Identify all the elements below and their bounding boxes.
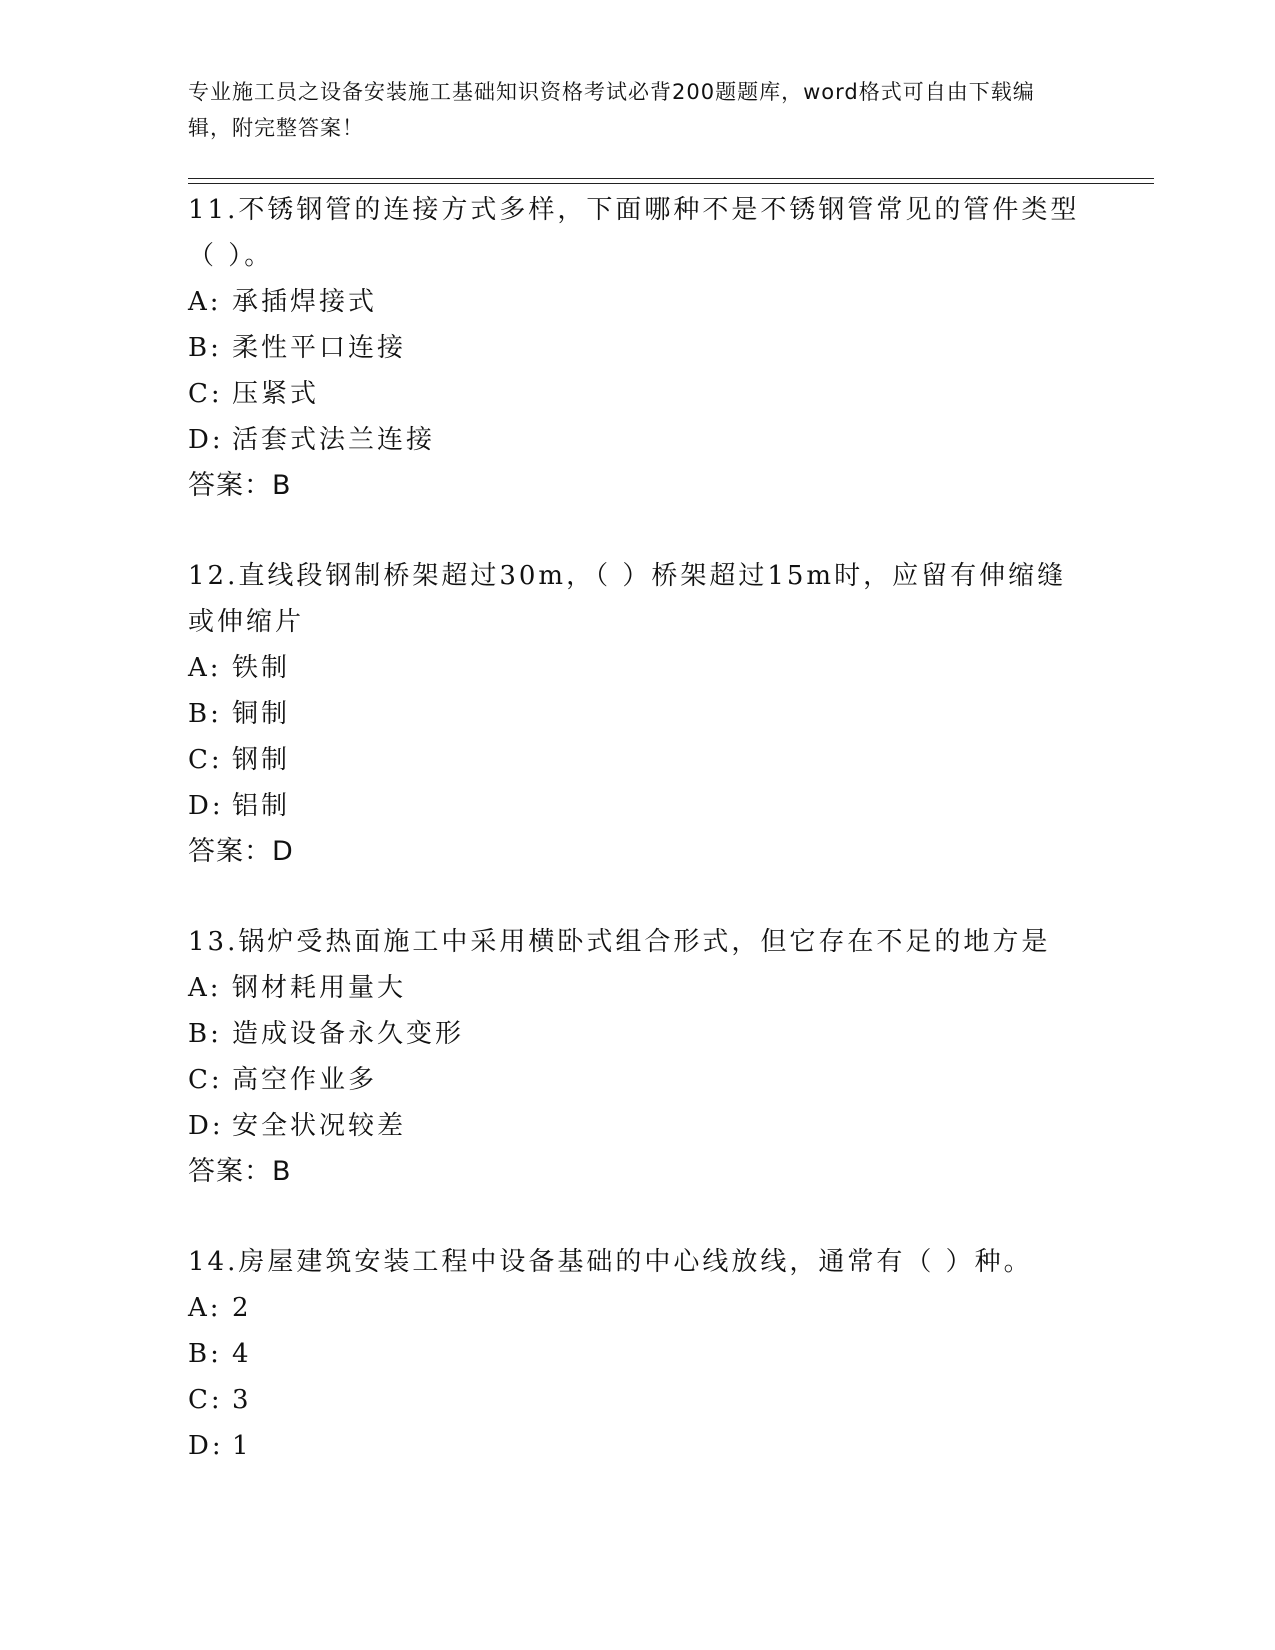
option-text: 柔性平口连接 [232,333,407,363]
option-d [188,1103,1088,1149]
option-text: 3 [232,1385,252,1415]
answer-label: 答案：B [188,1156,292,1187]
question-13 [188,919,1088,1195]
option-text: 钢制 [232,745,291,775]
option-d [188,1423,1088,1469]
document-header: 专业施工员之设备安装施工基础知识资格考试必背200题题库，word格式可自由下载编辑，附完整答案！ [188,80,1035,140]
option-a [188,965,1088,1011]
option-d [188,783,1088,829]
option-c [188,737,1088,783]
question-stem: 13.锅炉受热面施工中采用横卧式组合形式，但它存在不足的地方是 [188,927,1051,957]
option-letter: A: [188,973,222,1003]
option-letter: C: [188,379,223,409]
answer-label: 答案：D [188,836,294,867]
header-divider-bottom [188,183,1154,184]
option-letter: D: [188,1111,224,1141]
option-d [188,417,1088,463]
question-11 [188,187,1088,509]
option-text: 4 [232,1339,252,1369]
option-text: 安全状况较差 [232,1111,407,1141]
option-b [188,1331,1088,1377]
option-text: 铝制 [232,791,291,821]
option-text: 铁制 [232,653,291,683]
option-b [188,691,1088,737]
option-text: 造成设备永久变形 [232,1019,465,1049]
option-text: 1 [232,1431,252,1461]
option-letter: C: [188,1065,223,1095]
option-letter: D: [188,425,224,455]
question-14 [188,1239,1088,1469]
option-b [188,325,1088,371]
option-a [188,279,1088,325]
option-text: 承插焊接式 [232,287,378,317]
option-letter: B: [188,699,222,729]
option-letter: A: [188,287,222,317]
question-stem: 11.不锈钢管的连接方式多样，下面哪种不是不锈钢管常见的管件类型（ ）。 [188,195,1080,271]
header-divider-top [188,178,1154,179]
option-c [188,1057,1088,1103]
option-text: 钢材耗用量大 [232,973,407,1003]
question-stem: 12.直线段钢制桥架超过30m，（ ）桥架超过15m时，应留有伸缩缝或伸缩片 [188,561,1067,637]
option-a [188,645,1088,691]
option-letter: C: [188,1385,223,1415]
option-letter: D: [188,791,224,821]
option-c [188,1377,1088,1423]
option-text: 2 [232,1293,252,1323]
option-text: 活套式法兰连接 [232,425,436,455]
option-c [188,371,1088,417]
option-letter: C: [188,745,223,775]
option-a [188,1285,1088,1331]
option-letter: A: [188,653,222,683]
option-text: 高空作业多 [232,1065,378,1095]
question-12 [188,553,1088,875]
option-text: 铜制 [232,699,291,729]
option-letter: B: [188,1019,222,1049]
question-list [188,187,1088,1513]
question-stem: 14.房屋建筑安装工程中设备基础的中心线放线，通常有（ ）种。 [188,1247,1033,1277]
answer-label: 答案：B [188,470,292,501]
option-letter: B: [188,1339,222,1369]
option-letter: A: [188,1293,222,1323]
option-text: 压紧式 [232,379,320,409]
option-b [188,1011,1088,1057]
option-letter: D: [188,1431,224,1461]
option-letter: B: [188,333,222,363]
